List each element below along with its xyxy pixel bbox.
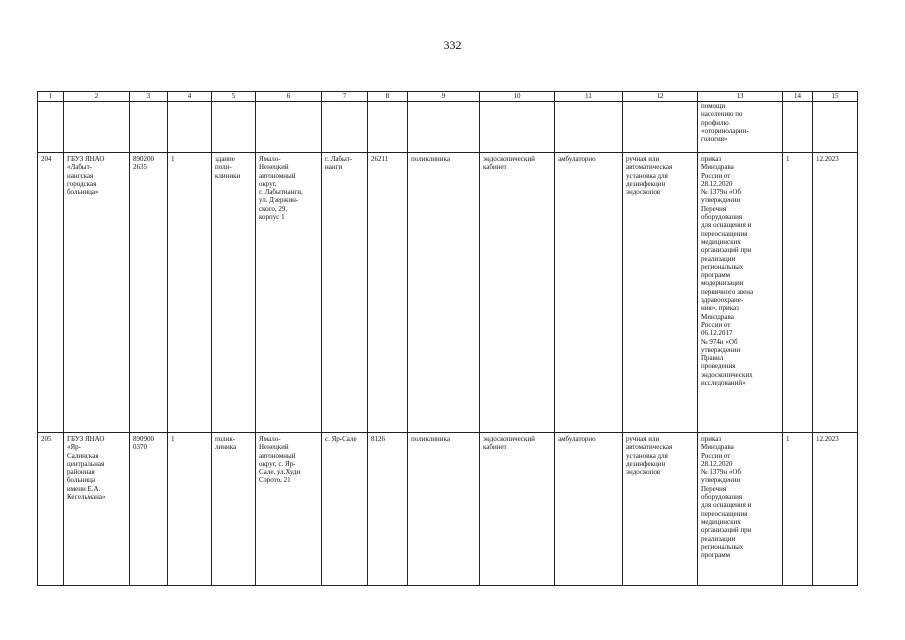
text-line: округ, xyxy=(259,179,277,188)
basis-cell xyxy=(698,433,783,586)
text-line: ского, 29, xyxy=(259,204,288,213)
col-num: 10 xyxy=(480,92,555,102)
text-line: кабинет xyxy=(483,443,507,452)
text-line: клиники xyxy=(215,171,241,180)
col-num: 4 xyxy=(168,92,212,102)
text-line: 28.12.2020 xyxy=(701,459,733,468)
text-line: ГБУЗ ЯНАО xyxy=(67,435,105,443)
facility: поликлиника xyxy=(408,153,480,433)
text-line: России от xyxy=(701,320,731,329)
text-line: ул. Дзержин- xyxy=(259,196,299,205)
text-line: для оснащения и xyxy=(701,221,752,230)
text-line: медицинских xyxy=(701,517,741,526)
col-num: 1 xyxy=(38,92,64,102)
col-num: 2 xyxy=(64,92,130,102)
cell xyxy=(256,102,322,153)
due-date: 12.2023 xyxy=(813,433,858,586)
text-line: приказ xyxy=(701,155,722,163)
text-line: утверждении xyxy=(701,196,741,205)
room xyxy=(480,153,555,433)
text-line: районная xyxy=(67,468,95,477)
cell xyxy=(368,102,408,153)
text-line: медицинских xyxy=(701,237,741,246)
text-line: первичного звена xyxy=(701,287,754,296)
facility: поликлиника xyxy=(408,433,480,586)
text-line: Ненецкий xyxy=(259,443,289,452)
col-num: 12 xyxy=(623,92,698,102)
text-line: 890200 xyxy=(133,155,154,163)
text-line: оборудования xyxy=(701,213,743,222)
text-line: кабинет xyxy=(483,163,507,172)
population: 8126 xyxy=(368,433,408,586)
text-line: исследований» xyxy=(701,379,746,388)
text-line: поли- xyxy=(215,163,232,172)
settlement xyxy=(322,433,368,586)
col-num: 9 xyxy=(408,92,480,102)
cell xyxy=(322,102,368,153)
col-num: 7 xyxy=(322,92,368,102)
text-line: нангская xyxy=(67,171,94,180)
text-line: Ямало- xyxy=(259,155,281,163)
text-line: Перечня xyxy=(701,204,727,213)
address xyxy=(256,433,322,586)
text-line: эндоскопический xyxy=(483,155,535,163)
text-line: 06.12.2017 xyxy=(701,329,733,338)
text-line: для оснащения и xyxy=(701,501,752,510)
text-line: ручная или xyxy=(626,435,660,443)
text-line: Минздрава xyxy=(701,312,734,321)
text-line: Минздрава xyxy=(701,443,734,452)
text-line: Ямало- xyxy=(259,435,281,443)
text-line: реализации xyxy=(701,254,736,263)
care-mode: амбулаторно xyxy=(555,433,623,586)
care-mode: амбулаторно xyxy=(555,153,623,433)
text-line: нанги xyxy=(325,163,343,172)
text-line: России от xyxy=(701,451,731,460)
cell xyxy=(408,102,480,153)
col-num: 5 xyxy=(212,92,256,102)
text-line: модернизации xyxy=(701,279,744,288)
col4-value: 1 xyxy=(168,433,212,586)
text-line: России от xyxy=(701,171,731,180)
text-line: утверждении xyxy=(701,476,741,485)
text-line: населению по xyxy=(701,110,743,119)
col-num: 6 xyxy=(256,92,322,102)
text-line: линика xyxy=(215,443,237,452)
col-num: 15 xyxy=(813,92,858,102)
cell xyxy=(783,102,813,153)
text-line: № 974н «Об xyxy=(701,337,738,346)
text-line: здравоохране- xyxy=(701,296,744,305)
text-line: организаций при xyxy=(701,526,752,535)
text-line: Ненецкий xyxy=(259,163,289,172)
text-line: ГБУЗ ЯНАО xyxy=(67,155,105,163)
text-line: региональных xyxy=(701,542,744,551)
text-line: автоматическая xyxy=(626,163,673,172)
text-line: автоматическая xyxy=(626,443,673,452)
text-line: дезинфекции xyxy=(626,459,666,468)
col-num: 8 xyxy=(368,92,408,102)
text-line: Кесельмана» xyxy=(67,493,106,502)
text-line: установка для xyxy=(626,171,668,180)
col4-value: 1 xyxy=(168,153,212,433)
col-num: 13 xyxy=(698,92,783,102)
text-line: 890900 xyxy=(133,435,154,443)
text-line: корпус 1 xyxy=(259,213,285,222)
text-line: эндоскопических xyxy=(701,370,753,379)
cell xyxy=(813,102,858,153)
text-line: ручная или xyxy=(626,155,660,163)
address xyxy=(256,153,322,433)
text-line: утверждении xyxy=(701,345,741,354)
text-line: приказ xyxy=(701,435,722,443)
text-line: городская xyxy=(67,179,97,188)
text-line: больница» xyxy=(67,188,99,197)
text-line: г. Лабыт- xyxy=(325,155,353,163)
cell xyxy=(480,102,555,153)
continuation-row xyxy=(38,102,858,153)
text-line: эндоскопов xyxy=(626,468,661,477)
cell xyxy=(623,102,698,153)
text-line: центральная xyxy=(67,459,105,468)
text-line: реализации xyxy=(701,534,736,543)
org-code xyxy=(130,153,168,433)
column-number-row xyxy=(38,92,858,102)
basis-cell xyxy=(698,153,783,433)
text-line: переоснащения xyxy=(701,509,748,518)
cell xyxy=(38,102,64,153)
text-line: 0370 xyxy=(133,443,147,452)
cell xyxy=(130,102,168,153)
text-line: г. Лабытнанги, xyxy=(259,188,303,197)
table-row xyxy=(38,433,858,586)
text-line: Салинская xyxy=(67,451,99,460)
text-line: организаций при xyxy=(701,246,752,255)
text-line: Сэрото, 21 xyxy=(259,476,291,485)
text-line: региональных xyxy=(701,262,744,271)
table-row xyxy=(38,153,858,433)
text-line: установка для xyxy=(626,451,668,460)
text-line: автономный xyxy=(259,451,296,460)
population: 26211 xyxy=(368,153,408,433)
text-line: эндоскопический xyxy=(483,435,535,443)
text-line: ния», приказ xyxy=(701,304,739,313)
text-line: имени Е.А. xyxy=(67,484,101,493)
text-line: здание xyxy=(215,155,235,163)
text-line: Перечня xyxy=(701,484,727,493)
equipment xyxy=(623,433,698,586)
settlement xyxy=(322,153,368,433)
text-line: № 1379н «Об xyxy=(701,188,742,197)
text-line: оборудования xyxy=(701,493,743,502)
cell xyxy=(168,102,212,153)
cell xyxy=(64,102,130,153)
page-number: 332 xyxy=(443,38,462,52)
text-line: дезинфекции xyxy=(626,179,666,188)
text-line: эндоскопов xyxy=(626,188,661,197)
cell xyxy=(212,102,256,153)
text-line: профилю xyxy=(701,118,729,127)
text-line: больница xyxy=(67,476,95,485)
text-line: автономный xyxy=(259,171,296,180)
text-line: № 1379н «Об xyxy=(701,468,742,477)
text-line: 2635 xyxy=(133,163,147,172)
text-line: «оториноларин- xyxy=(701,126,749,135)
equipment xyxy=(623,153,698,433)
text-line: программ xyxy=(701,271,731,280)
organization xyxy=(64,153,130,433)
building-type xyxy=(212,433,256,586)
register-table xyxy=(37,91,858,586)
text-line: с. Яр-Сале xyxy=(325,435,357,443)
text-line: переоснащения xyxy=(701,229,748,238)
row-number: 204 xyxy=(38,153,64,433)
due-date: 12.2023 xyxy=(813,153,858,433)
col-num: 3 xyxy=(130,92,168,102)
text-line: Сале, ул.Худи xyxy=(259,468,301,477)
text-line: полик- xyxy=(215,435,236,443)
col-num: 14 xyxy=(783,92,813,102)
text-line: гология» xyxy=(701,135,728,144)
cell xyxy=(555,102,623,153)
quantity: 1 xyxy=(783,433,813,586)
text-line: программ xyxy=(701,551,731,560)
organization xyxy=(64,433,130,586)
text-line: «Яр- xyxy=(67,443,81,452)
row-number: 205 xyxy=(38,433,64,586)
text-line: округ, с. Яр- xyxy=(259,459,296,468)
org-code xyxy=(130,433,168,586)
quantity: 1 xyxy=(783,153,813,433)
text-line: «Лабыт- xyxy=(67,163,93,172)
basis-cell xyxy=(698,102,783,153)
col-num: 11 xyxy=(555,92,623,102)
text-line: Минздрава xyxy=(701,163,734,172)
building-type xyxy=(212,153,256,433)
text-line: 28.12.2020 xyxy=(701,179,733,188)
text-line: проведения xyxy=(701,362,736,371)
text-line: Правил xyxy=(701,354,724,363)
text-line: помощи xyxy=(701,102,726,110)
room xyxy=(480,433,555,586)
